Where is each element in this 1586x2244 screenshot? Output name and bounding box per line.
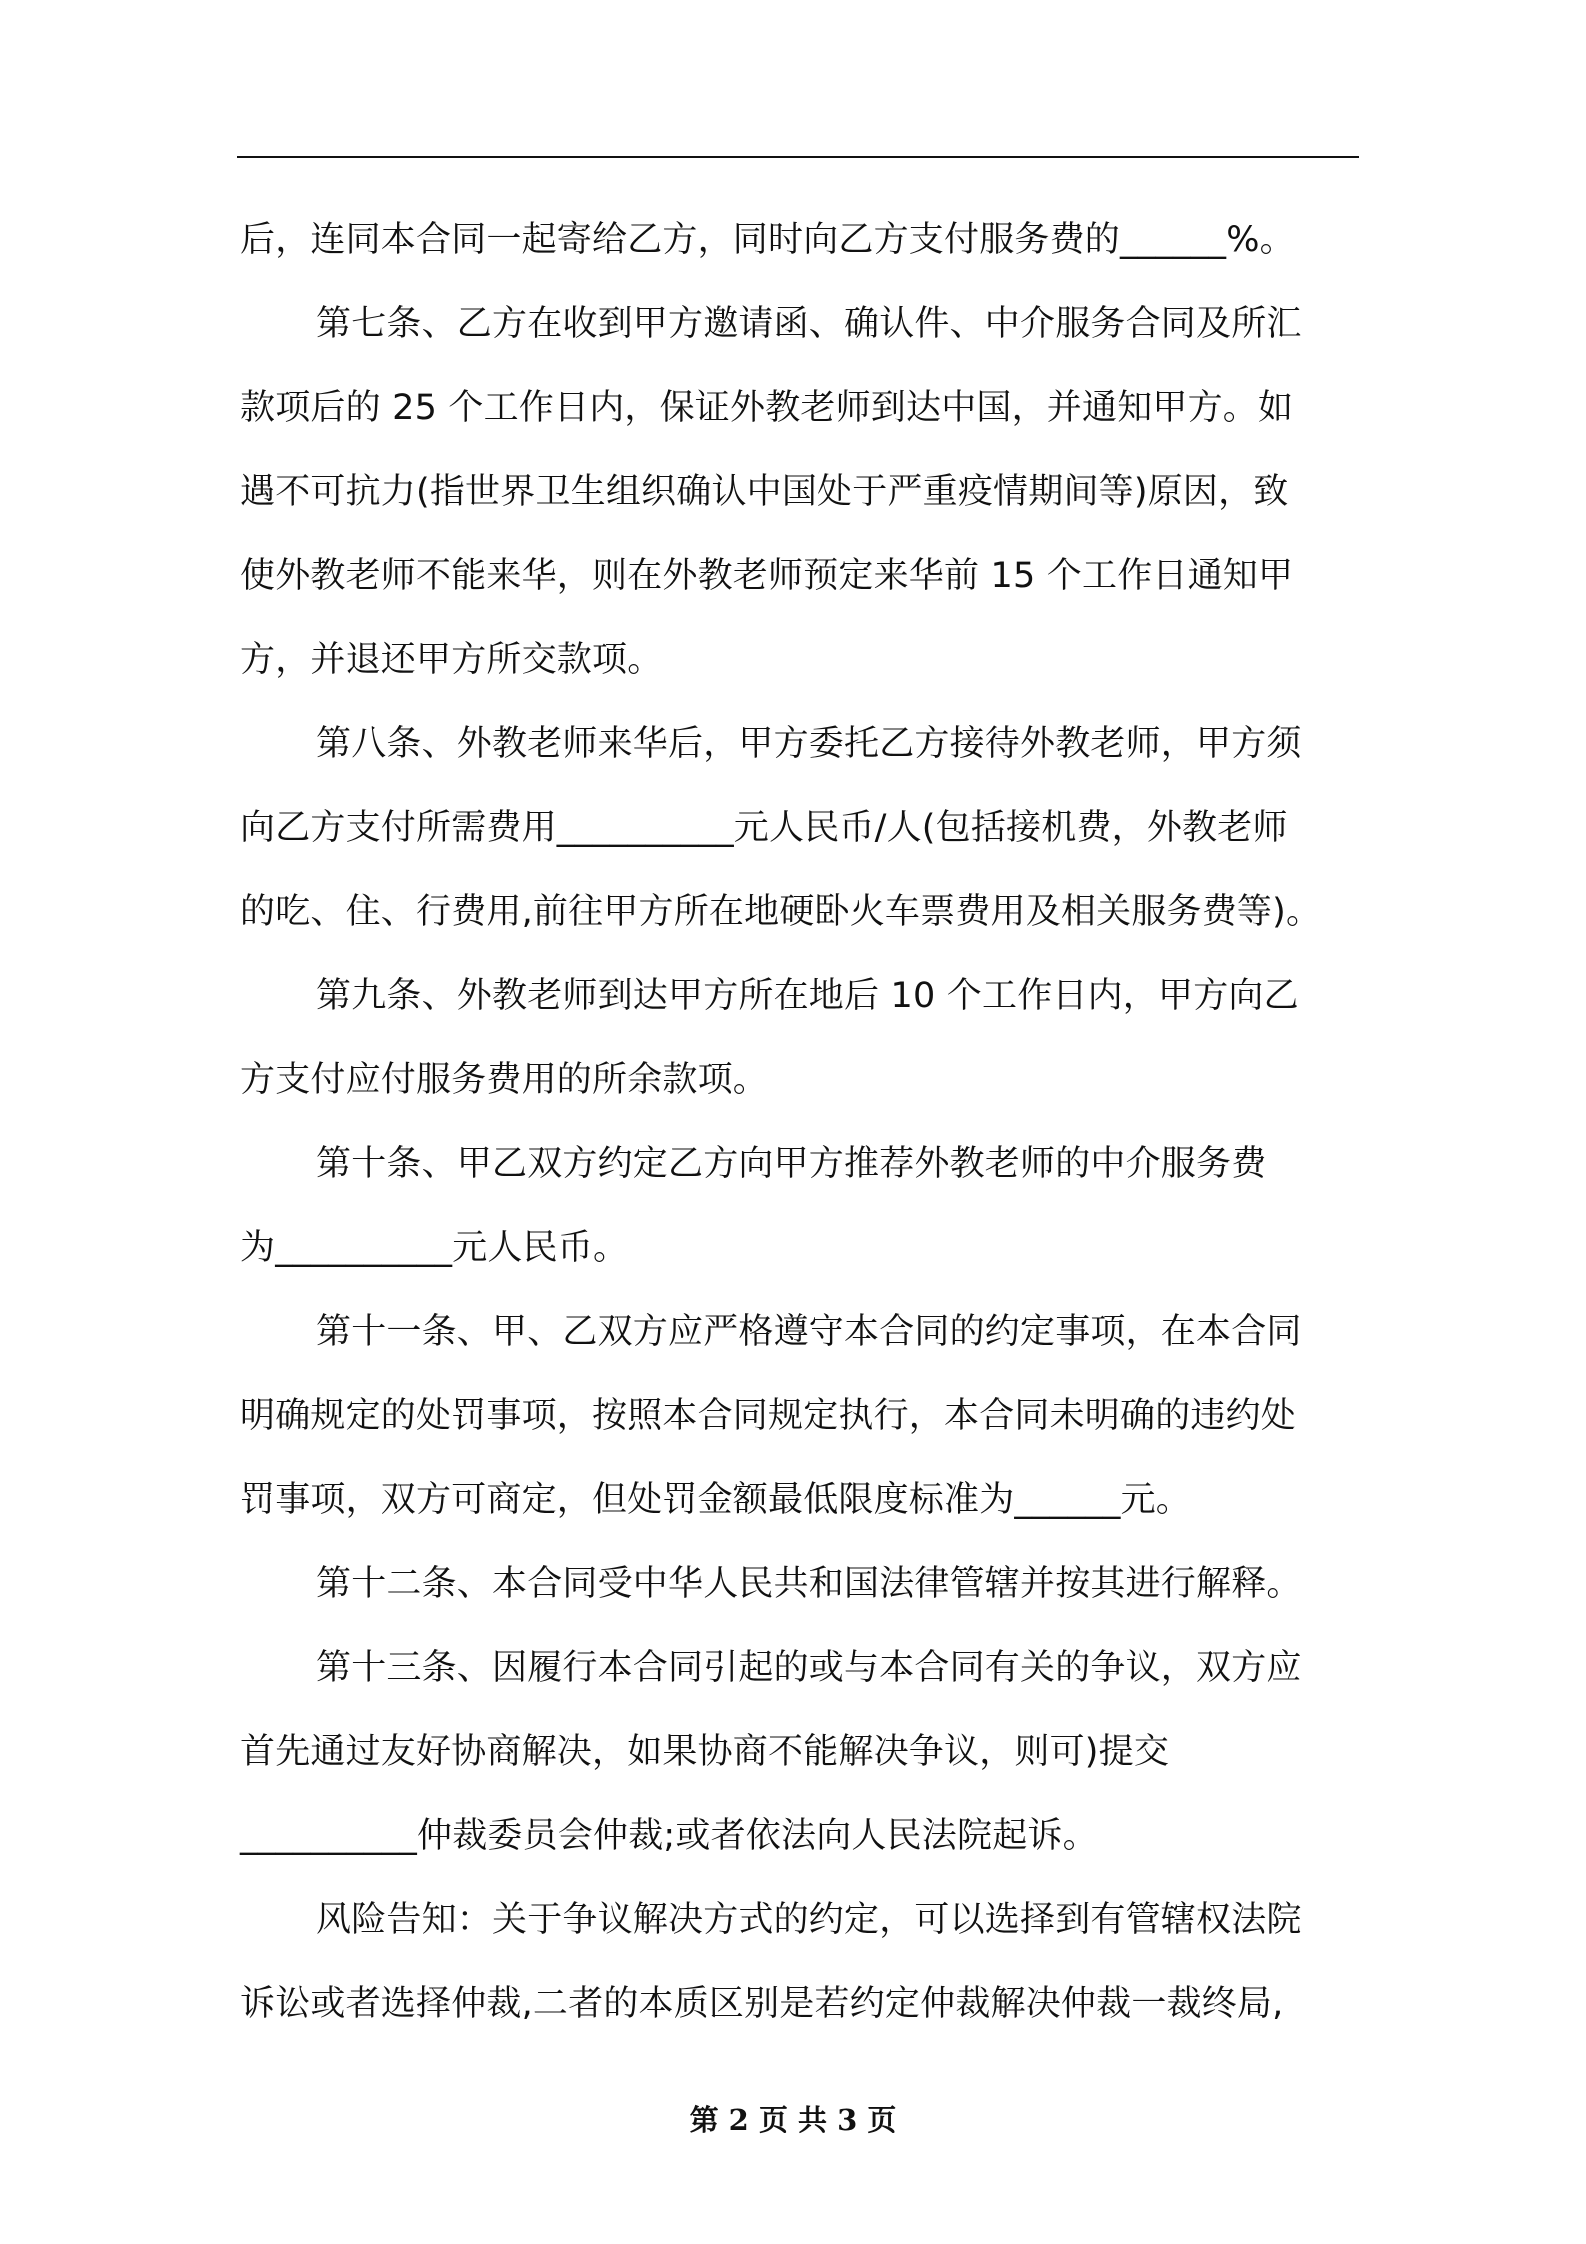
article-11-heading-line: 第十一条、甲、乙双方应严格遵守本合同的约定事项，在本合同 (316, 1312, 1302, 1352)
article-12-heading-line: 第十二条、本合同受中华人民共和国法律管辖并按其进行解释。 (316, 1564, 1302, 1604)
article-13-heading-line: 第十三条、因履行本合同引起的或与本合同有关的争议，双方应 (316, 1648, 1302, 1688)
contract-line: 首先通过友好协商解决，如果协商不能解决争议，则可)提交 (240, 1732, 1170, 1772)
page-number-footer: 第 2 页 共 3 页 (689, 2103, 897, 2137)
risk-notice-heading-line: 风险告知：关于争议解决方式的约定，可以选择到有管辖权法院 (316, 1900, 1302, 1940)
contract-line: 款项后的 25 个工作日内，保证外教老师到达中国，并通知甲方。如 (240, 388, 1294, 428)
article-8-heading-line: 第八条、外教老师来华后，甲方委托乙方接待外教老师，甲方须 (316, 724, 1302, 764)
contract-line: 方，并退还甲方所交款项。 (240, 640, 663, 680)
contract-line: 为__________元人民币。 (240, 1228, 629, 1268)
article-9-heading-line: 第九条、外教老师到达甲方所在地后 10 个工作日内，甲方向乙 (316, 976, 1299, 1016)
contract-line: 后，连同本合同一起寄给乙方，同时向乙方支付服务费的______%。 (240, 220, 1295, 260)
contract-line: 罚事项，双方可商定，但处罚金额最低限度标准为______元。 (240, 1480, 1192, 1520)
contract-line: 明确规定的处罚事项，按照本合同规定执行，本合同未明确的违约处 (240, 1396, 1297, 1436)
contract-line: 遇不可抗力(指世界卫生组织确认中国处于严重疫情期间等)原因，致 (240, 472, 1289, 512)
contract-line: __________仲裁委员会仲裁;或者依法向人民法院起诉。 (240, 1816, 1098, 1856)
header-divider (237, 156, 1359, 158)
contract-line: 诉讼或者选择仲裁,二者的本质区别是若约定仲裁解决仲裁一裁终局, (240, 1984, 1284, 2024)
contract-line: 向乙方支付所需费用__________元人民币/人(包括接机费，外教老师 (240, 808, 1288, 848)
article-10-heading-line: 第十条、甲乙双方约定乙方向甲方推荐外教老师的中介服务费 (316, 1144, 1267, 1184)
contract-line: 的吃、住、行费用,前往甲方所在地硬卧火车票费用及相关服务费等)。 (240, 892, 1322, 932)
contract-body (240, 198, 1364, 2046)
contract-line: 方支付应付服务费用的所余款项。 (240, 1060, 769, 1100)
article-7-heading-line: 第七条、乙方在收到甲方邀请函、确认件、中介服务合同及所汇 (316, 304, 1302, 344)
contract-line: 使外教老师不能来华，则在外教老师预定来华前 15 个工作日通知甲 (240, 556, 1294, 596)
